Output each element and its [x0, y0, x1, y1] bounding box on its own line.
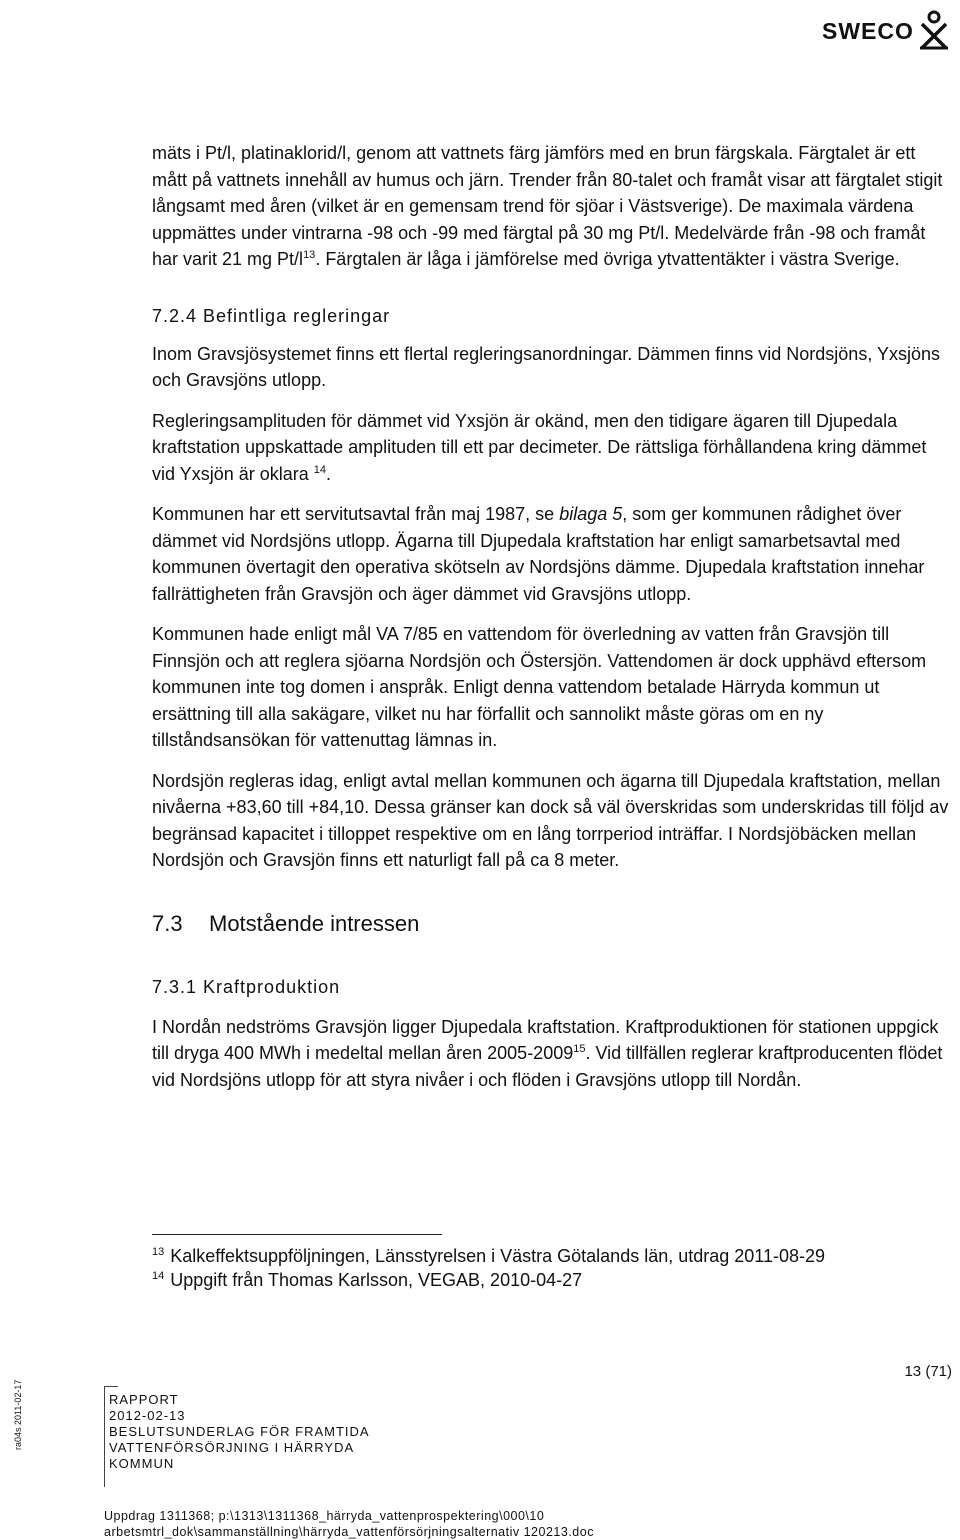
paragraph-text: Regleringsamplituden för dämmet vid Yxsjön är okänd, men den tidigare ägaren till Djupedala kraftstation uppskattade amplituden till ett par decimeter. De rättsliga förhållandena kring dämmet vid Yxsjön är oklara	[152, 410, 927, 484]
paragraph-kraftproduktion	[152, 1014, 952, 1094]
footer-path-line: arbetsmtrl_dok\sammanställning\härryda_vattenförsörjningsalternativ 120213.doc	[104, 1525, 594, 1539]
logo-text: SWECO	[822, 18, 914, 44]
footnote-text: Uppgift från Thomas Karlsson, VEGAB, 2010-04-27	[170, 1270, 583, 1290]
paragraph-regleringsamplitud	[152, 408, 952, 488]
footnote-separator	[152, 1234, 442, 1235]
footer-report-info	[104, 1386, 370, 1487]
heading-7-3-1: 7.3.1 Kraftproduktion	[152, 976, 341, 997]
footer-path-line: Uppdrag 1311368; p:\1313\1311368_härryda_vattenprospektering\000\10	[104, 1509, 545, 1523]
paragraph-servitutsavtal	[152, 501, 952, 607]
paragraph-nordsjon-reglering: Nordsjön regleras idag, enligt avtal mellan kommunen och ägarna till Djupedala kraftstation, mellan nivåerna +83,60 till +84,10. Dessa gränser kan dock så väl överskridas som underskridas till följd av begränsad kapacitet i tilloppet respektive om en lång torrperiod inträffar. I Nordsjöbäcken mellan Nordsjön och Gravsjön finns ett naturligt fall på ca 8 meter.	[152, 770, 949, 870]
paragraph-text: mäts i Pt/l, platinaklorid/l, genom att vattnets färg jämförs med en brun färgskala. Färgtalet är ett mått på vattnets innehåll av humus och järn. Trender från 80-talet och framåt visar att färgtalet stigit långsamt med åren (vilket är en gemensam trend för sjöar i Västsverige). De maximala värdena uppmättes under vintrarna -98 och -99 med färgtal på 30 mg Pt/l. Medelvärde från -98 och framåt har varit 21 mg Pt/l	[152, 143, 943, 269]
footer-line: KOMMUN	[109, 1456, 175, 1471]
footnote-13	[152, 1244, 952, 1268]
paragraph-vattendom: Kommunen hade enligt mål VA 7/85 en vattendom för överledning av vatten från Gravsjön till Finnsjön och att reglera sjöarna Nordsjön och Östersjön. Vattendomen är dock upphävd eftersom kommunen inte tog domen i anspråk. Enligt denna vattendom betalade Härryda kommun ut ersättning till alla sakägare, vilket nu har förfallit och sannolikt måste göras om en ny tillståndsansökan för vattenuttag lämnas in.	[152, 624, 927, 750]
footnotes	[152, 1244, 952, 1292]
paragraph-text: . Vid tillfällen reglerar kraftproducenten flödet vid Nordsjöns utlopp för att styra nivåer i och flöden i Gravsjöns utlopp till Nordån.	[152, 1043, 943, 1090]
footer-line: 2012-02-13	[109, 1408, 186, 1423]
page-body	[152, 140, 952, 1093]
paragraph-text: , som ger kommunen rådighet över dämmet vid Nordsjöns utlopp. Ägarna till Djupedala kraftstation har enligt samarbetsavtal med kommunen övertagit den operativa skötseln av Nordsjöns dämme. Djupedala kraftstation innehar fallrättigheten från Gravsjön och äger dämmet vid Gravsjöns utlopp.	[152, 504, 925, 604]
paragraph-text: . Färgtalen är låga i jämförelse med övriga ytvattentäkter i västra Sverige.	[315, 249, 900, 269]
footer-line: VATTENFÖRSÖRJNING I HÄRRYDA	[109, 1440, 355, 1455]
heading-7-3	[152, 910, 952, 938]
footnote-text: Kalkeffektsuppföljningen, Länsstyrelsen i Västra Götalands län, utdrag 2011-08-29	[170, 1246, 825, 1266]
heading-title: Motstående intressen	[209, 910, 420, 936]
footer-line: RAPPORT	[109, 1392, 179, 1407]
page-number: 13 (71)	[904, 1363, 952, 1380]
footnote-number: 14	[152, 1270, 165, 1282]
heading-number: 7.3	[152, 910, 183, 936]
heading-7-2-4: 7.2.4 Befintliga regleringar	[152, 305, 391, 326]
bilaga-reference: bilaga 5	[559, 504, 623, 524]
footnote-ref: 15	[573, 1043, 586, 1055]
footnote-ref: 13	[303, 249, 316, 261]
sweco-logo	[822, 10, 952, 50]
footer-file-path	[104, 1508, 594, 1540]
footnote-ref: 14	[313, 463, 327, 476]
sweco-logo-mark-icon	[918, 10, 950, 50]
paragraph-regleringsanordningar: Inom Gravsjösystemet finns ett flertal regleringsanordningar. Dämmen finns vid Nordsjöns, Yxsjöns och Gravsjöns utlopp.	[152, 343, 941, 390]
paragraph-fargtal	[152, 140, 952, 273]
template-code: ra04s 2011-02-17	[13, 1379, 23, 1450]
footer-line: BESLUTSUNDERLAG FÖR FRAMTIDA	[109, 1424, 370, 1439]
paragraph-text: I Nordån nedströms Gravsjön ligger Djupedala kraftstation. Kraftproduktionen för stationen uppgick till dryga 400 MWh i medeltal mellan åren 2005-2009	[152, 1016, 939, 1063]
paragraph-text: Kommunen har ett servitutsavtal från maj 1987, se	[152, 504, 560, 524]
footnote-14	[152, 1268, 952, 1292]
paragraph-text: .	[326, 463, 332, 484]
footnote-number: 13	[152, 1246, 165, 1258]
